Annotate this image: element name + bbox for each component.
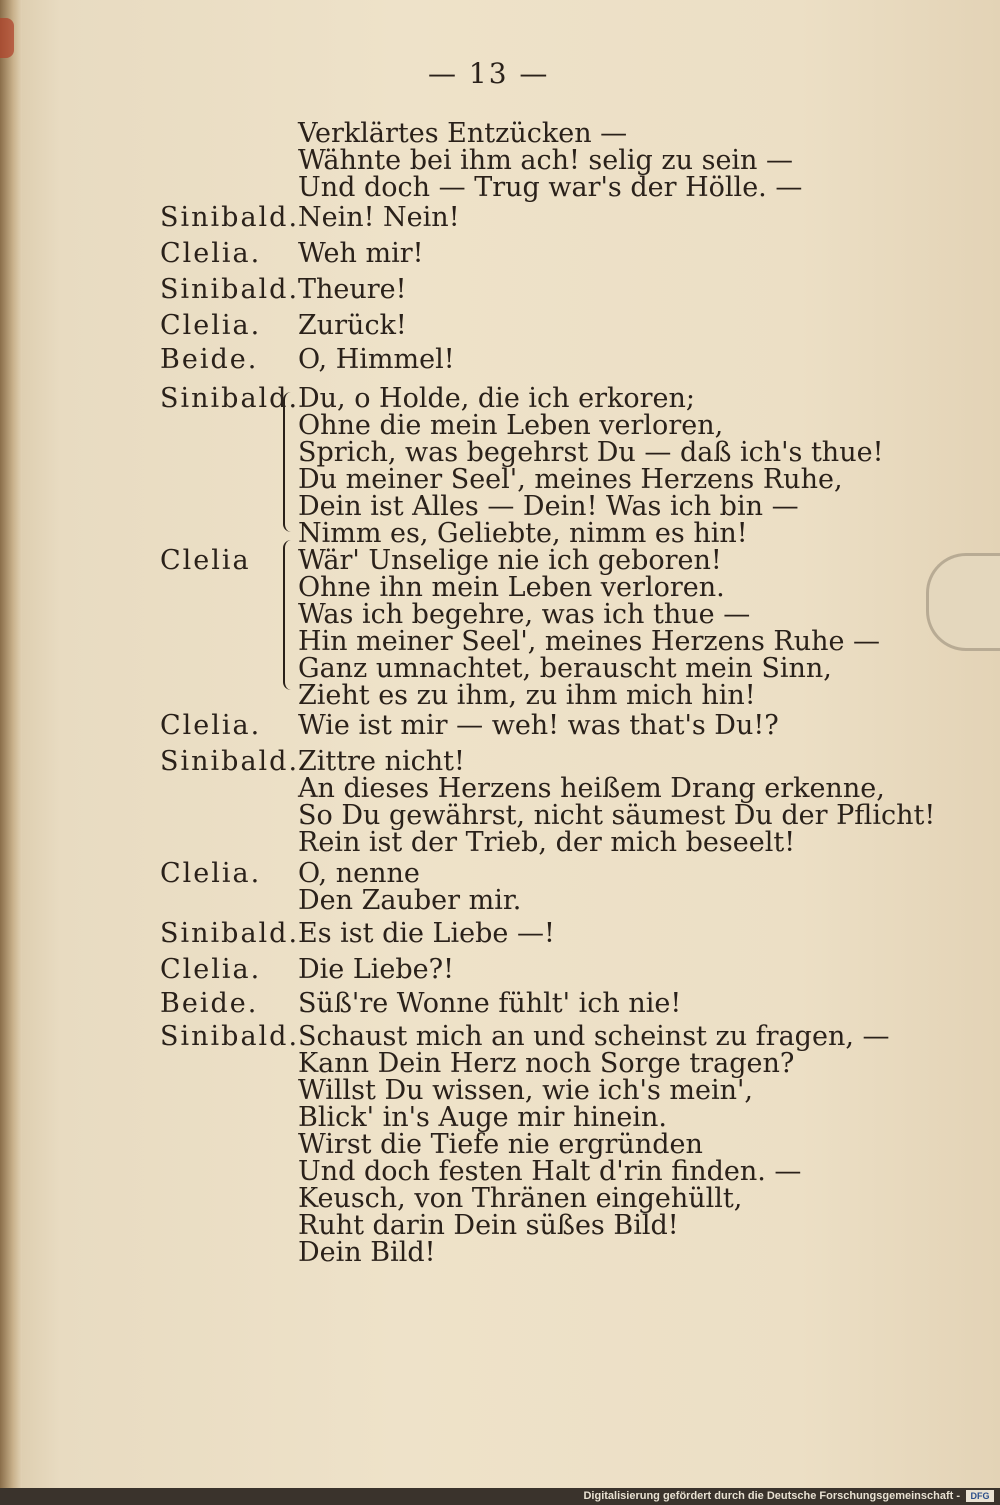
verse-line: Du, o Holde, die ich erkoren;	[298, 383, 695, 414]
verse-line: Wie ist mir — weh! was that's Du!?	[298, 710, 779, 741]
verse-line: Was ich begehre, was ich thue —	[298, 599, 751, 630]
dfg-logo: DFG	[966, 1490, 994, 1502]
verse-line: Zurück!	[298, 310, 407, 341]
verse-line: Nein! Nein!	[298, 202, 460, 233]
verse-line: Zieht es zu ihm, zu ihm mich hin!	[298, 680, 756, 711]
speaker-name: Beide.	[160, 344, 259, 375]
verse-line: Blick' in's Auge mir hinein.	[298, 1102, 667, 1133]
verse-line: Nimm es, Geliebte, nimm es hin!	[298, 518, 748, 549]
duet-brace-sinibald	[283, 392, 295, 532]
verse-line: Zittre nicht!	[298, 746, 465, 777]
speaker-name: Clelia.	[160, 858, 262, 889]
verse-line: Du meiner Seel', meines Herzens Ruhe,	[298, 464, 843, 495]
verse-line: An dieses Herzens heißem Drang erkenne,	[298, 773, 885, 804]
speaker-name: Sinibald.	[160, 1021, 300, 1052]
verse-line: Schaust mich an und scheinst zu fragen, —	[298, 1021, 890, 1052]
verse-line: Es ist die Liebe —!	[298, 918, 555, 949]
speaker-name: Clelia	[160, 545, 251, 576]
verse-line: Ohne die mein Leben verloren,	[298, 410, 724, 441]
verse-line: Und doch — Trug war's der Hölle. —	[298, 172, 803, 203]
verse-line: Theure!	[298, 274, 407, 305]
verse-line: Verklärtes Entzücken —	[298, 118, 628, 149]
verse-line: Rein ist der Trieb, der mich beseelt!	[298, 827, 796, 858]
speaker-name: Beide.	[160, 988, 259, 1019]
verse-line: Den Zauber mir.	[298, 885, 522, 916]
verse-line: Hin meiner Seel', meines Herzens Ruhe —	[298, 626, 881, 657]
verse-line: O, nenne	[298, 858, 420, 889]
verse-line: Die Liebe?!	[298, 954, 454, 985]
speaker-name: Sinibald.	[160, 202, 300, 233]
speaker-name: Clelia.	[160, 710, 262, 741]
verse-line: Und doch festen Halt d'rin finden. —	[298, 1156, 802, 1187]
page-clip	[926, 553, 1000, 651]
book-spine-shadow	[0, 0, 22, 1488]
verse-line: Weh mir!	[298, 238, 424, 269]
duet-brace-clelia	[283, 540, 295, 690]
verse-line: Wär' Unselige nie ich geboren!	[298, 545, 722, 576]
footer-bar	[0, 1488, 1000, 1505]
speaker-name: Sinibald.	[160, 383, 300, 414]
speaker-name: Clelia.	[160, 954, 262, 985]
speaker-name: Sinibald.	[160, 746, 300, 777]
verse-line: Ganz umnachtet, berauscht mein Sinn,	[298, 653, 832, 684]
verse-line: Wirst die Tiefe nie ergründen	[298, 1129, 703, 1160]
verse-line: Sprich, was begehrst Du — daß ich's thue!	[298, 437, 884, 468]
verse-line: Kann Dein Herz noch Sorge tragen?	[298, 1048, 795, 1079]
verse-line: Dein ist Alles — Dein! Was ich bin —	[298, 491, 799, 522]
verse-line: Keusch, von Thränen eingehüllt,	[298, 1183, 743, 1214]
verse-line: Dein Bild!	[298, 1237, 436, 1268]
speaker-name: Clelia.	[160, 310, 262, 341]
verse-line: O, Himmel!	[298, 344, 455, 375]
footer-credit: Digitalisierung gefördert durch die Deutsche Forschungsgemeinschaft -	[583, 1490, 960, 1502]
page-number: — 13 —	[428, 57, 550, 90]
speaker-name: Sinibald.	[160, 918, 300, 949]
verse-line: So Du gewährst, nicht säumest Du der Pflicht!	[298, 800, 936, 831]
speaker-name: Clelia.	[160, 238, 262, 269]
verse-line: Ohne ihn mein Leben verloren.	[298, 572, 725, 603]
binding-ribbon	[0, 18, 14, 58]
verse-line: Willst Du wissen, wie ich's mein',	[298, 1075, 754, 1106]
verse-line: Wähnte bei ihm ach! selig zu sein —	[298, 145, 794, 176]
verse-line: Ruht darin Dein süßes Bild!	[298, 1210, 679, 1241]
speaker-name: Sinibald.	[160, 274, 300, 305]
verse-line: Süß're Wonne fühlt' ich nie!	[298, 988, 682, 1019]
